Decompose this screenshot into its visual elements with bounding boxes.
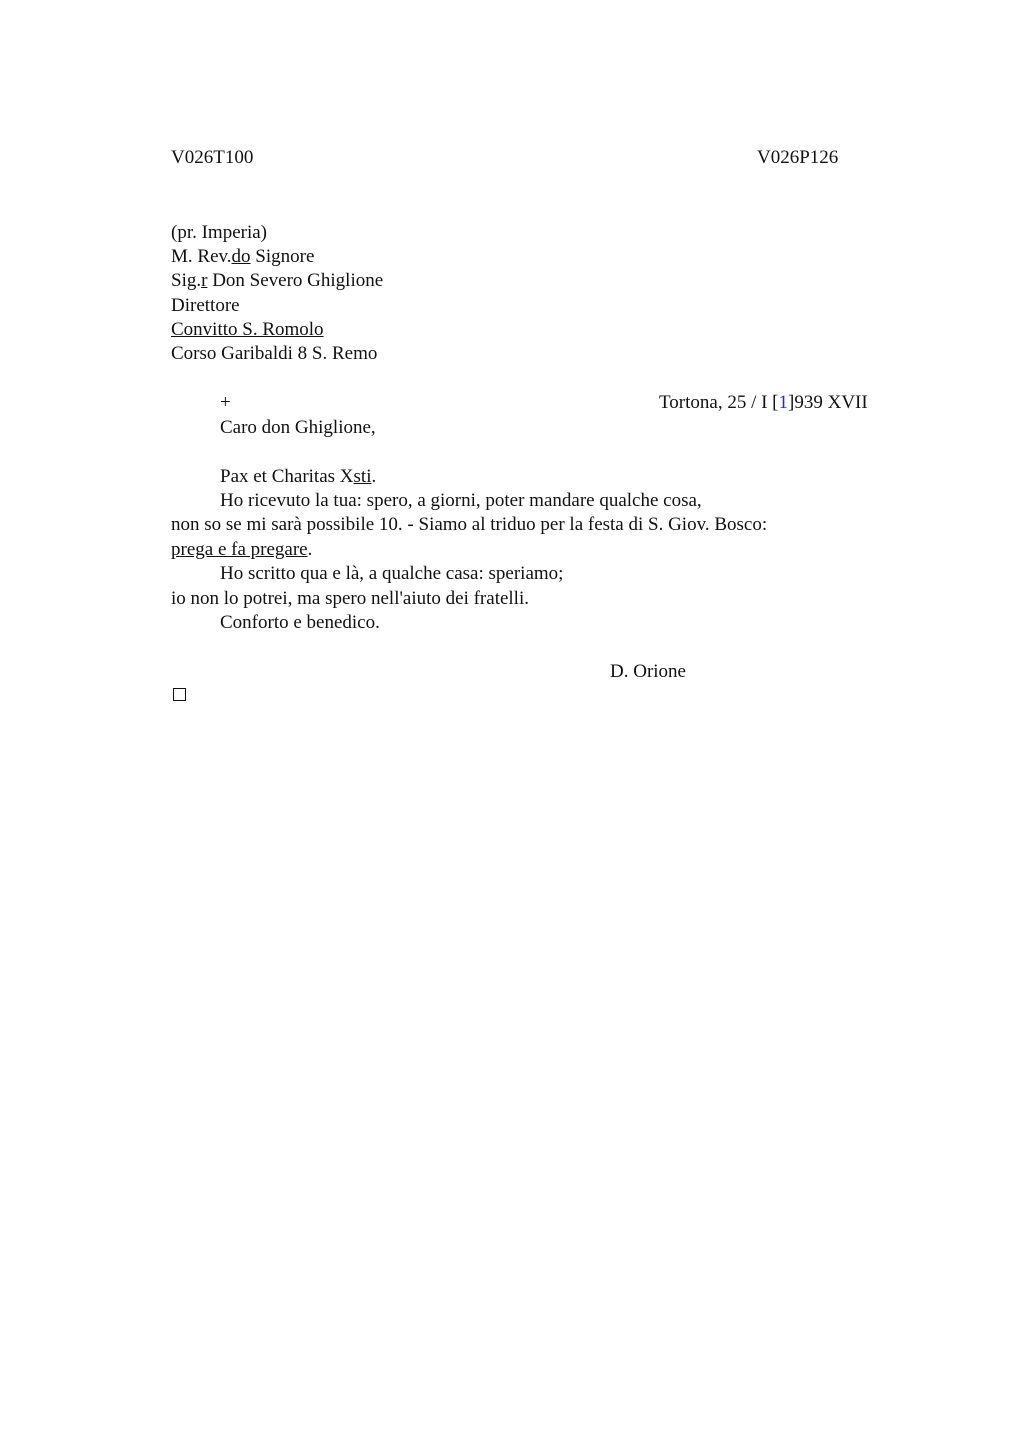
address-recipient (171, 269, 383, 293)
document-code-right: V026P126 (757, 147, 839, 168)
checkbox-icon[interactable] (173, 688, 186, 701)
body-line-2: non so se mi sarà possibile 10. - Siamo al triduo per la festa di S. Giov. Bosco: (171, 514, 768, 535)
pax-period: . (371, 466, 377, 487)
cross-mark: + (220, 392, 231, 413)
body-line-4: Ho scritto qua e là, a qualche casa: speriamo; (220, 563, 564, 584)
recipient-name: Don Severo Ghiglione (207, 270, 384, 291)
address-institution: Convitto S. Romolo (171, 319, 324, 340)
body-line-3 (171, 538, 312, 562)
greeting: Caro don Ghiglione, (220, 417, 376, 438)
pax-line (220, 465, 376, 489)
pax-abbrev: sti (353, 466, 372, 487)
address-province: (pr. Imperia) (171, 222, 268, 243)
body-line-1: Ho ricevuto la tua: spero, a giorni, poter mandare qualche cosa, (220, 490, 702, 511)
recipient-prefix: Sig. (171, 270, 202, 291)
footnote-reference[interactable]: 1 (778, 392, 789, 413)
body-line-5: io non lo potrei, ma spero nell'aiuto dei fratelli. (171, 588, 529, 609)
body-line-6: Conforto e benedico. (220, 612, 380, 633)
place-date-end: ]939 XVII (788, 392, 868, 413)
pax-text: Pax et Charitas X (220, 466, 354, 487)
body-line-3-end: . (307, 539, 313, 560)
underlined-phrase: prega e fa pregare (171, 539, 308, 560)
address-street: Corso Garibaldi 8 S. Remo (171, 343, 378, 364)
place-date-start: Tortona, 25 / I [ (659, 392, 779, 413)
address-salutation (171, 245, 314, 269)
salutation-suffix: Signore (250, 246, 315, 267)
signature: D. Orione (610, 661, 686, 682)
recipient-abbrev: r (201, 270, 208, 291)
address-role: Direttore (171, 295, 240, 316)
place-date (659, 391, 868, 415)
salutation-abbrev: do (231, 246, 251, 267)
document-code-left: V026T100 (171, 147, 254, 168)
salutation-prefix: M. Rev. (171, 246, 232, 267)
